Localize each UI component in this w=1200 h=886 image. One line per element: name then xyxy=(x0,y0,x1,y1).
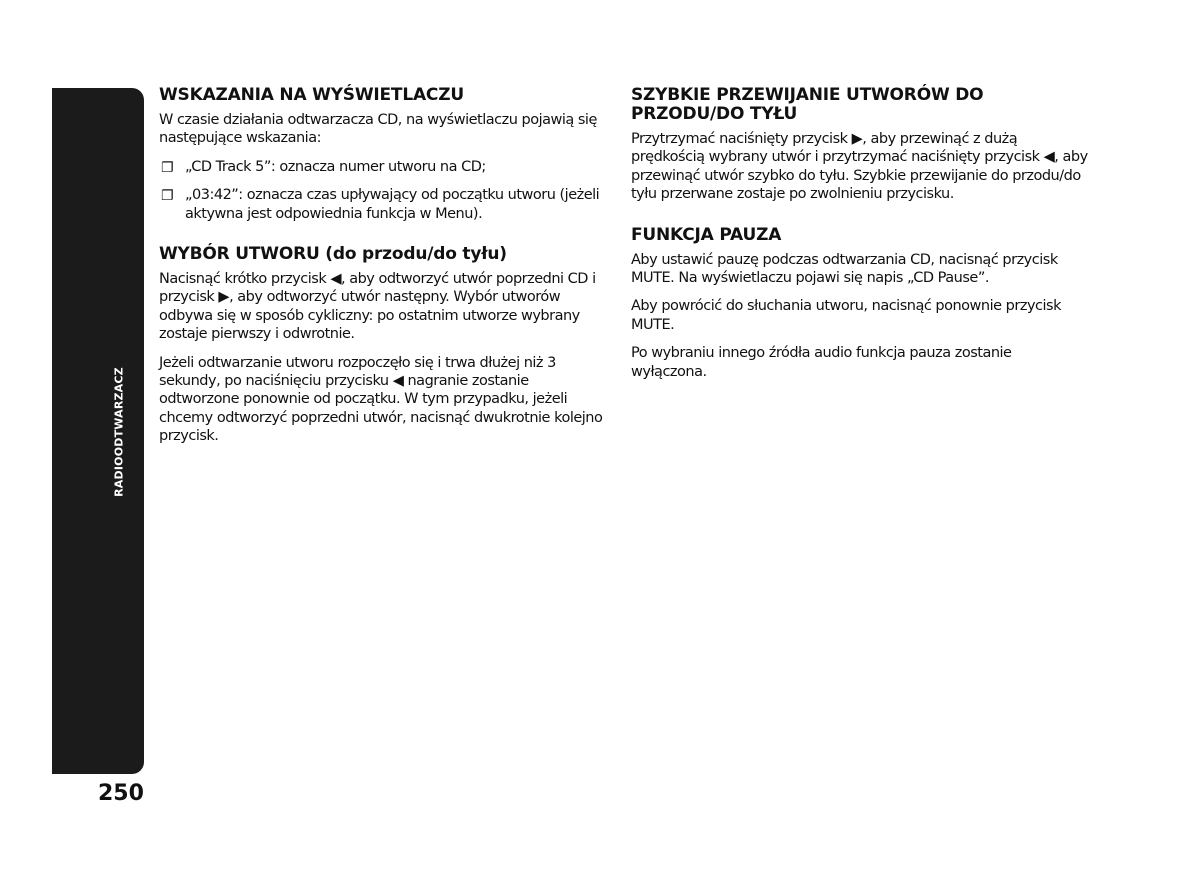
checkbox-bullet-icon: ❐ xyxy=(161,159,174,176)
left-column xyxy=(159,86,605,456)
sidebar-label: RADIOODTWARZACZ xyxy=(112,367,126,497)
list-item-text: „CD Track 5”: oznacza numer utworu na CD; xyxy=(185,158,486,175)
heading-fast-forward-rewind: SZYBKIE PRZEWIJANIE UTWORÓW DO PRZODU/DO TYŁU xyxy=(631,85,984,124)
paragraph-track-restart: Jeżeli odtwarzanie utworu rozpoczęło się i trwa dłużej niż 3 sekundy, po naciśnięciu przycisku ◀ nagranie zostanie odtworzone ponownie od początku. W tym przypadku, jeżeli chcemy odtworzyć poprzedni utwór, nacisnąć dwukrotnie kolejno przycisk. xyxy=(159,354,603,445)
sidebar-tab xyxy=(52,88,144,774)
paragraph-pause-resume: Aby powrócić do słuchania utworu, nacisnąć ponownie przycisk MUTE. xyxy=(631,298,1061,333)
heading-pause-function: FUNKCJA PAUZA xyxy=(631,224,782,245)
paragraph-track-selection: Nacisnąć krótko przycisk ◀, aby odtworzyć utwór poprzedni CD i przycisk ▶, aby odtworzyć utwór następny. Wybór utworów odbywa się w sposób cykliczny: po ostatnim utworze wybrany zostaje pierwszy i odwrotnie. xyxy=(159,271,596,343)
paragraph-display-intro: W czasie działania odtwarzacza CD, na wyświetlaczu pojawią się następujące wskazania: xyxy=(159,112,597,147)
checkbox-bullet-icon: ❐ xyxy=(161,188,174,205)
page-number: 250 xyxy=(98,781,144,806)
heading-display-indications: WSKAZANIA NA WYŚWIETLACZU xyxy=(159,85,464,105)
right-column xyxy=(631,86,1091,391)
paragraph-fast-forward-rewind: Przytrzymać naciśnięty przycisk ▶, aby przewinąć z dużą prędkością wybrany utwór i przytrzymać naciśnięty przycisk ◀, aby przewinąć utwór szybko do tyłu. Szybkie przewijanie do przodu/do tyłu przerwane zostaje po zwolnieniu przycisku. xyxy=(631,131,1088,203)
list-item xyxy=(159,186,605,223)
list-item-text: „03:42”: oznacza czas upływający od początku utworu (jeżeli aktywna jest odpowiednia funkcja w Menu). xyxy=(185,187,600,222)
heading-track-selection: WYBÓR UTWORU (do przodu/do tyłu) xyxy=(159,244,507,265)
paragraph-pause-off: Po wybraniu innego źródła audio funkcja pauza zostanie wyłączona. xyxy=(631,345,1012,380)
list-item xyxy=(159,158,605,176)
paragraph-pause-set: Aby ustawić pauzę podczas odtwarzania CD, nacisnąć przycisk MUTE. Na wyświetlaczu pojawi się napis „CD Pause”. xyxy=(631,251,1058,287)
